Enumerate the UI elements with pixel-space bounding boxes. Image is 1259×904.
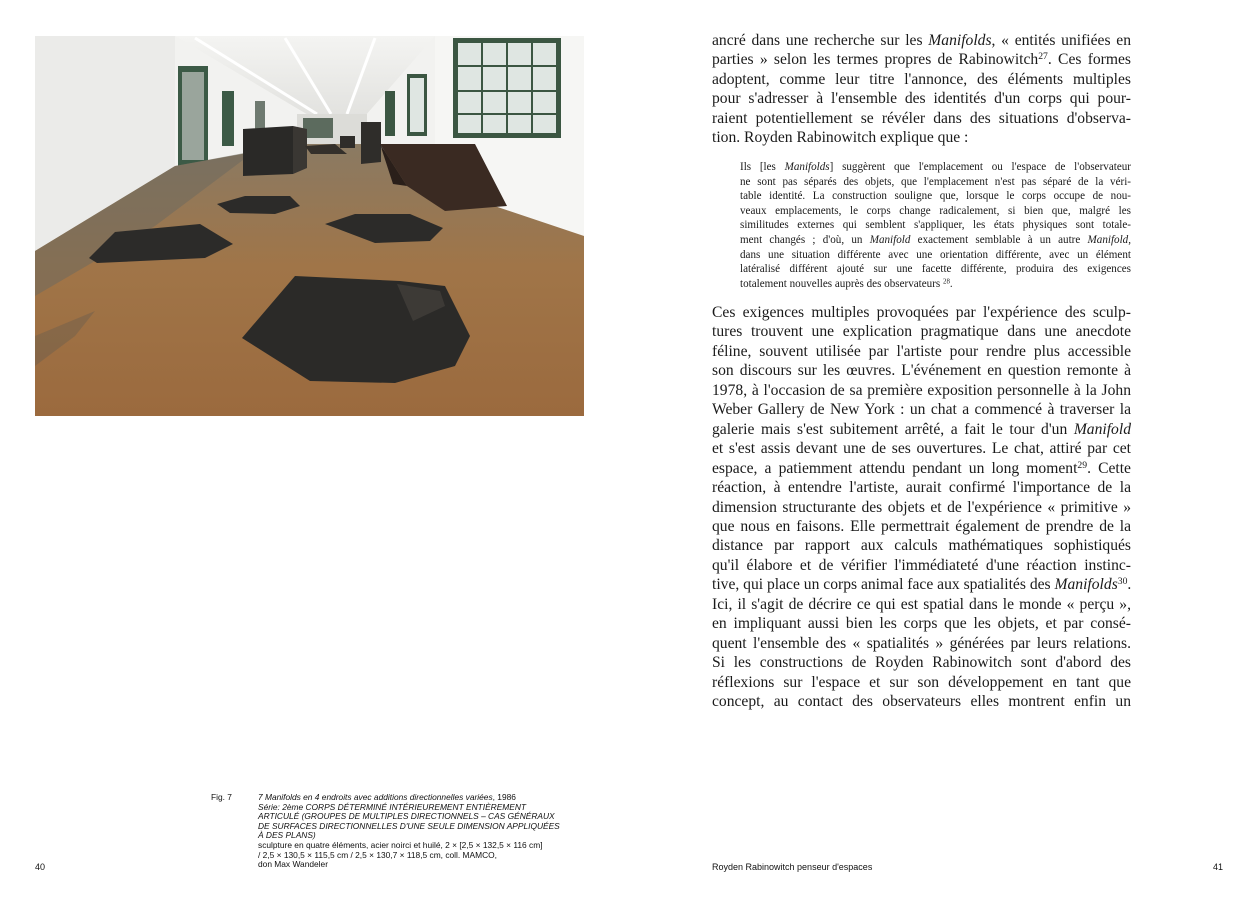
text-run: parties » selon les termes propres de Rabinowitch	[712, 51, 1039, 69]
footnote-ref-28[interactable]: 28	[943, 278, 950, 286]
text-line	[712, 31, 1131, 50]
quote-line: ne sont pas séparés des objets, que l'emplacement n'est pas séparé de la véri-	[740, 175, 1131, 188]
text-run: ment changés ; d'où, un	[740, 233, 870, 246]
quote-line	[740, 277, 1131, 292]
text-run: ,	[1128, 233, 1131, 246]
text-line: qu'il élabore et de vérifier l'immédiateté d'une réaction instinc-	[712, 556, 1131, 574]
text-line: réaction, à entendre l'artiste, aurait confirmé l'importance de la	[712, 479, 1131, 497]
page-number-right: 41	[1212, 862, 1223, 872]
text-line: tures trouvent une explication pragmatique dans une anecdote	[712, 323, 1131, 341]
text-line: réflexions sur l'espace et sur son développement en tant que	[712, 673, 1131, 691]
text-line: dimension structurante des objets et de l'expérience « primitive »	[712, 498, 1131, 516]
caption-series-line: Série: 2ème CORPS DÉTERMINÉ INTÉRIEUREMENT ENTIÈREMENT	[258, 801, 527, 812]
caption-details-line: sculpture en quatre éléments, acier noirci et huilé, 2 × [2,5 × 132,5 × 116 cm]	[258, 839, 543, 850]
text-run: exactement semblable à un autre	[910, 233, 1088, 246]
text-run-italic: Manifolds	[928, 32, 992, 49]
page-number-left: 40	[35, 862, 46, 872]
text-line: que nous en faisons. Elle permettrait également de prendre de la	[712, 517, 1131, 535]
text-line: tion. Royden Rabinowitch explique que :	[712, 129, 969, 147]
text-line: Ces exigences multiples provoquées par l'expérience des sculp-	[712, 304, 1131, 321]
quote-line: latéralisé différent ajouté sur une facette différente, produira des exigences	[740, 263, 1131, 276]
text-line	[712, 420, 1131, 439]
quote-line	[740, 233, 1131, 248]
text-line: concept, au contact des observateurs elles montrent enfin un	[712, 693, 1131, 711]
text-run-italic: Manifolds	[784, 161, 830, 173]
text-line	[712, 50, 1131, 69]
text-line: quent l'ensemble des « spatialités » générées par leurs relations.	[712, 634, 1131, 652]
paragraph-2	[712, 303, 1131, 712]
quote-line	[740, 160, 1131, 175]
text-line: en impliquant aussi bien les corps que les objets, et par consé-	[712, 615, 1131, 633]
text-run: .	[1127, 576, 1132, 594]
text-run: espace, a patiemment attendu pendant un long moment	[712, 459, 1078, 477]
caption-series-line: DE SURFACES DIRECTIONNELLES D'UNE SEULE DIMENSION APPLIQUÉES	[258, 820, 560, 831]
footnote-ref-27[interactable]: 27	[1038, 51, 1048, 63]
text-line: distance par rapport aux calculs mathématiques sophistiqués	[712, 537, 1131, 555]
text-line: Ici, il s'agit de décrire ce qui est spatial dans le monde « perçu »,	[712, 595, 1131, 613]
text-run-italic: Manifold	[1087, 233, 1129, 246]
text-run: . Ces formes	[1047, 51, 1131, 69]
caption-year: , 1986	[492, 792, 516, 802]
quote-line: similitudes externes qui semblent s'appliquer, les états physiques sont totale-	[740, 219, 1131, 232]
text-run-italic: Manifold	[869, 233, 911, 246]
text-run-italic: Manifolds	[1054, 576, 1118, 594]
text-run: .	[949, 277, 953, 290]
figure-label: Fig. 7	[211, 792, 232, 802]
text-run: ancré dans une recherche sur les	[712, 32, 929, 49]
text-run: , « entités unifiées en	[991, 32, 1131, 49]
text-run: tive, qui place un corps animal face aux spatialités des	[712, 576, 1055, 594]
text-run: totalement nouvelles auprès des observateurs	[740, 277, 944, 290]
installation-photo	[35, 36, 584, 416]
text-run: . Cette	[1087, 459, 1131, 477]
text-run: galerie mais s'est subitement arrêté, a fait le tour d'un	[712, 420, 1074, 438]
text-line: féline, souvent utilisée par l'artiste pour rendre plus accessible	[712, 342, 1131, 360]
text-run-italic: Manifold	[1073, 420, 1131, 438]
text-line: Weber Gallery de New York : un chat a commencé à traverser la	[712, 401, 1131, 419]
quote-line: veaux emplacements, le corps change radicalement, si bien que, malgré les	[740, 204, 1131, 217]
footnote-ref-29[interactable]: 29	[1077, 459, 1088, 471]
caption-series-line: À DES PLANS)	[258, 830, 316, 841]
quote-line: table identité. La construction souligne que, lorsque le corps occupe de nou-	[740, 190, 1131, 203]
text-line	[712, 575, 1131, 594]
caption-details-line: don Max Wandeler	[258, 859, 328, 870]
text-line: raient potentiellement se révéler dans des situations d'observa-	[712, 109, 1131, 127]
quote-line: dans une situation différente avec une orientation différente, avec un élément	[740, 248, 1131, 261]
text-line	[712, 459, 1131, 478]
text-line: Si les constructions de Royden Rabinowitch sont d'abord des	[712, 654, 1131, 672]
text-run: Ils [les	[740, 161, 785, 173]
text-line: et s'est assis devant une de ses ouvertures. Le chat, attiré par cet	[712, 440, 1131, 458]
text-line: pour s'adresser à l'ensemble des identités d'un corps qui pour-	[712, 90, 1131, 108]
text-line: adoptent, comme leur titre l'annonce, des éléments multiples	[712, 70, 1131, 88]
text-run: ] suggèrent que l'emplacement ou l'espace de l'observateur	[829, 161, 1131, 173]
caption-details-line: / 2,5 × 130,5 × 115,5 cm / 2,5 × 130,7 × 118,5 cm, coll. MAMCO,	[258, 849, 497, 860]
footnote-ref-30[interactable]: 30	[1117, 576, 1128, 588]
text-line: son discours sur les œuvres. L'événement en question remonte à	[712, 362, 1131, 380]
block-quote	[740, 160, 1131, 291]
caption-title-text: 7 Manifolds en 4 endroits avec additions directionnelles variées	[258, 792, 493, 802]
running-head: Royden Rabinowitch penseur d'espaces	[712, 862, 873, 872]
text-line: 1978, à l'occasion de sa première exposition personnelle à la John	[712, 381, 1131, 399]
paragraph-1	[712, 31, 1131, 148]
caption-series-line: ARTICULÉ (GROUPES DE MULTIPLES DIRECTIONNELS – CAS GÉNÉRAUX	[258, 811, 555, 822]
